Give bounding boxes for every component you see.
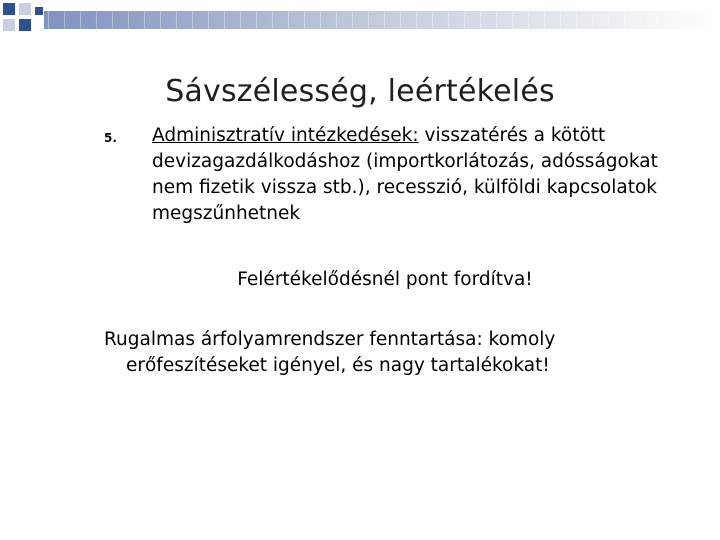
list-number: 5. bbox=[104, 131, 117, 145]
deco-square bbox=[3, 3, 15, 15]
deco-square bbox=[19, 3, 31, 15]
item-text: visszatérés a kötött devizagazdálkodáshoz (importkorlátozás, adósságokat nem fizetik vissza stb.), recesszió, külföldi kapcsolatok megszűnhetnek bbox=[152, 125, 658, 224]
closing-paragraph: Rugalmas árfolyamrendszer fenntartása: komoly erőfeszítéseket igényel, és nagy tartalékokat! bbox=[104, 329, 556, 376]
header-decoration bbox=[0, 0, 720, 40]
centered-statement: Felértékelődésnél pont fordítva! bbox=[237, 269, 533, 290]
deco-square bbox=[3, 19, 15, 31]
item-heading: Adminisztratív intézkedések: bbox=[152, 125, 419, 146]
slide-title: Sávszélesség, leértékelés bbox=[165, 74, 555, 109]
deco-square bbox=[35, 7, 43, 15]
list-item bbox=[152, 123, 672, 227]
deco-square bbox=[19, 19, 31, 31]
